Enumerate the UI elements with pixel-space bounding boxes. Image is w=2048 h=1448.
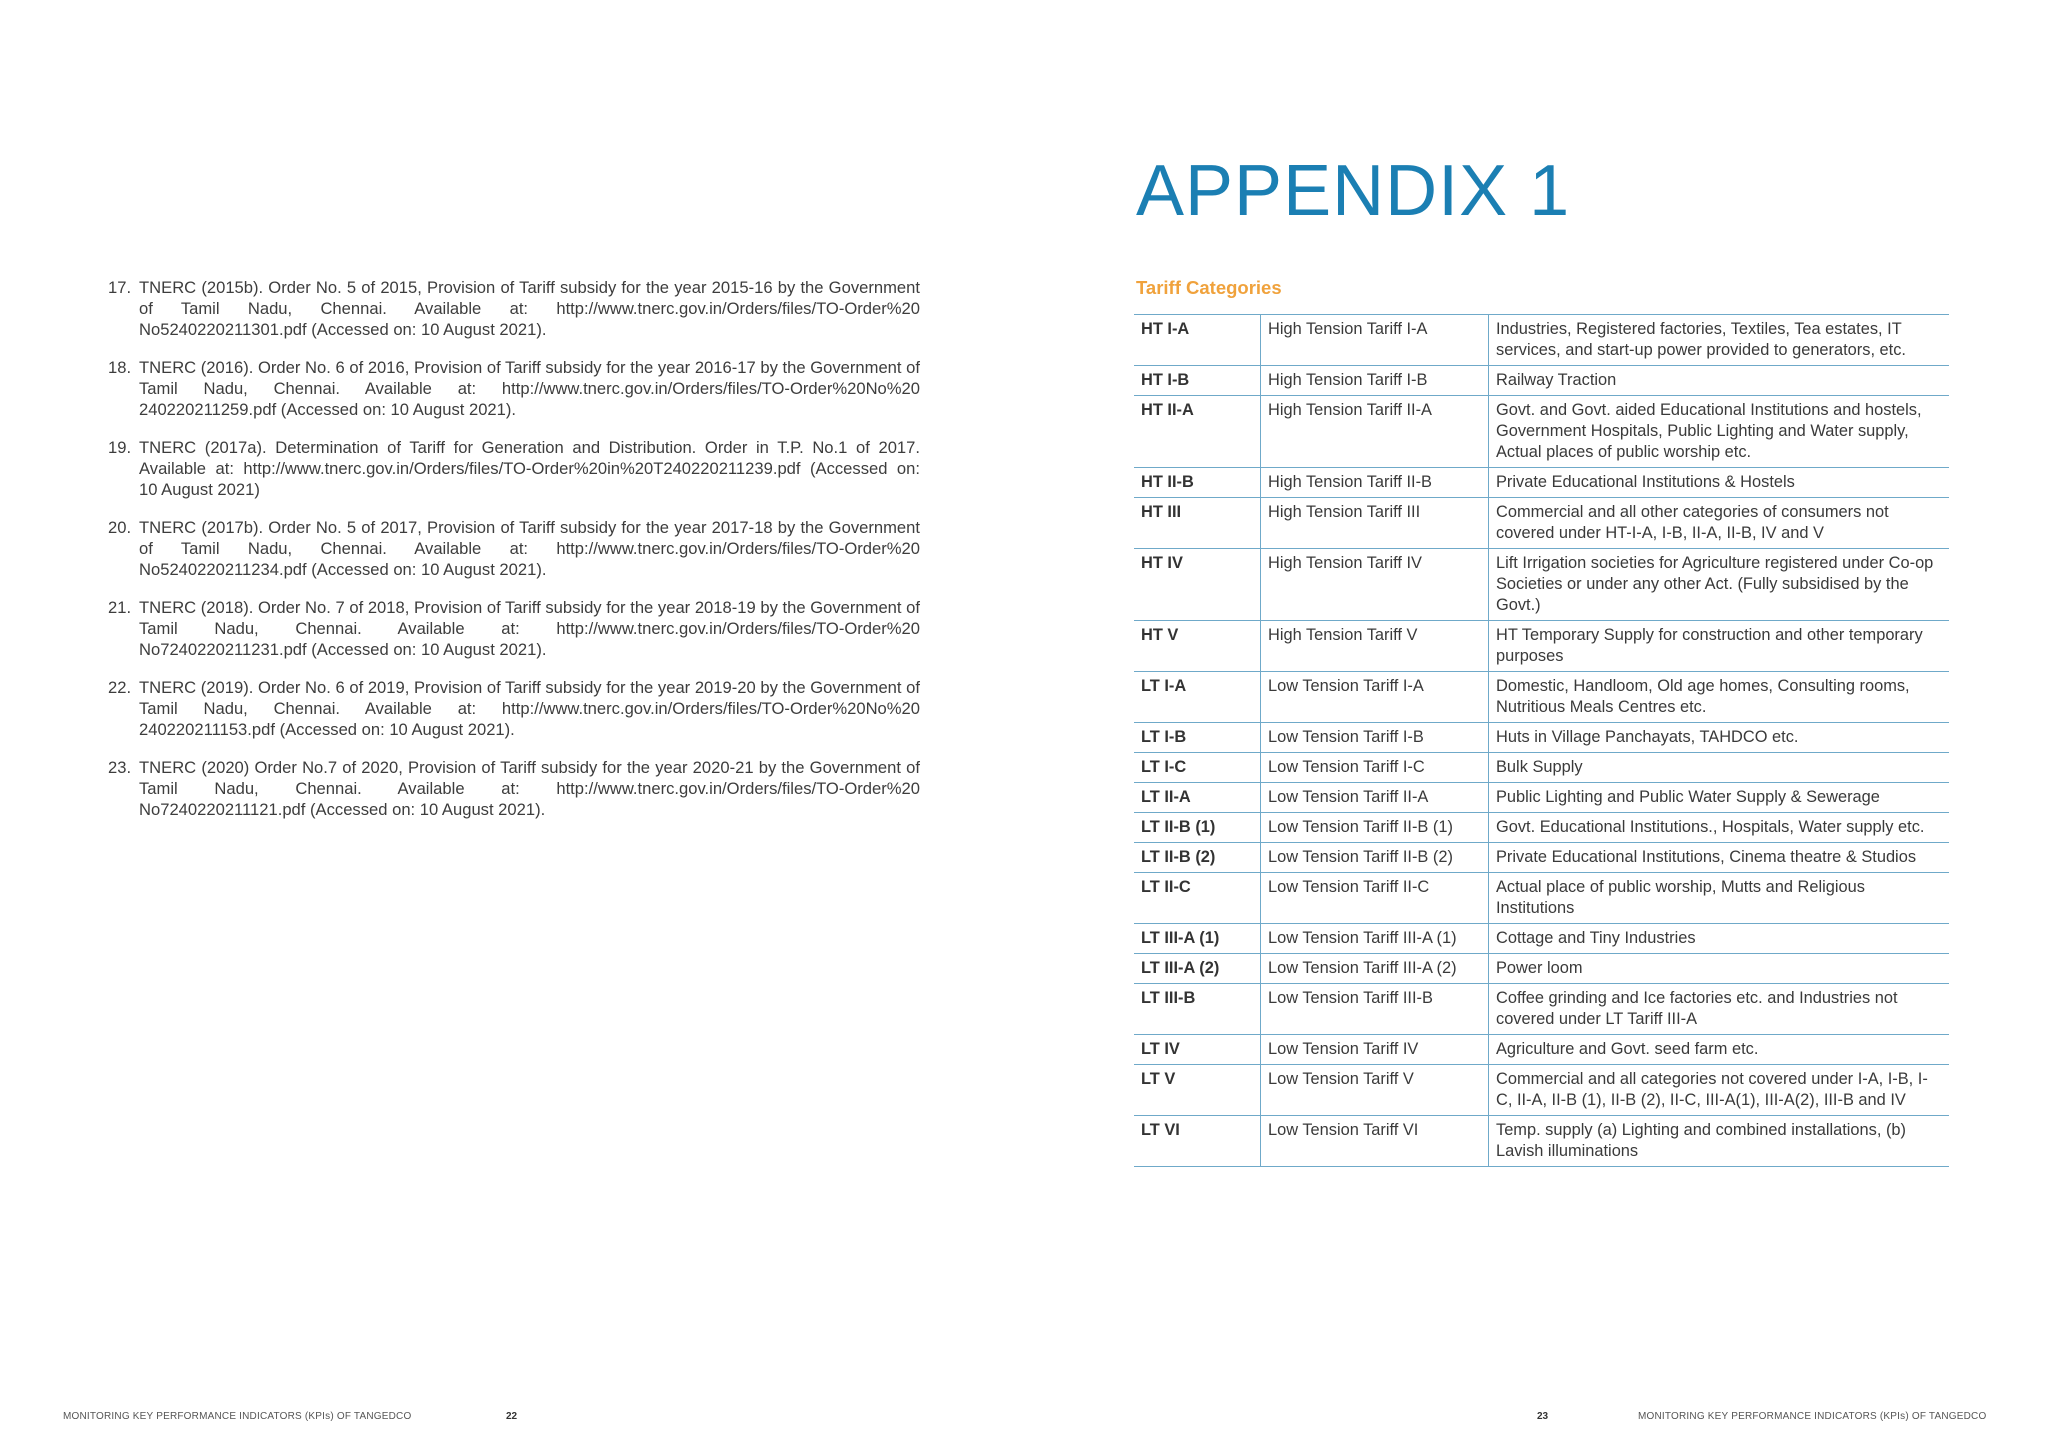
reference-number: 18. [108, 358, 132, 377]
tariff-description-cell: Private Educational Institutions, Cinema theatre & Studios [1489, 843, 1950, 873]
tariff-description-cell: Temp. supply (a) Lighting and combined installations, (b) Lavish illuminations [1489, 1116, 1950, 1167]
reference-number: 21. [108, 598, 132, 617]
tariff-name-cell: Low Tension Tariff II-A [1261, 783, 1489, 813]
page-number: 23 [1537, 1411, 1549, 1422]
reference-text: TNERC (2019). Order No. 6 of 2019, Provision of Tariff subsidy for the year 2019-20 by the Government of Tamil Nadu, Chennai. Available at: http://www.tnerc.gov.in/Orders/files/TO-Order%20No%20 240220211153.pdf (Accessed on: 10 August 2021). [139, 678, 920, 739]
reference-item [108, 437, 920, 500]
table-row [1134, 783, 1949, 813]
tariff-name-cell: Low Tension Tariff II-C [1261, 873, 1489, 924]
reference-text: TNERC (2017b). Order No. 5 of 2017, Provision of Tariff subsidy for the year 2017-18 by the Government of Tamil Nadu, Chennai. Available at: http://www.tnerc.gov.in/Orders/files/TO-Order%20 No5240220211234.pdf (Accessed on: 10 August 2021). [139, 518, 920, 579]
table-row [1134, 1065, 1949, 1116]
tariff-name-cell: Low Tension Tariff II-B (1) [1261, 813, 1489, 843]
tariff-code-cell: HT II-A [1134, 396, 1261, 468]
right-page [1024, 0, 2048, 1448]
tariff-table-body [1134, 315, 1949, 1167]
tariff-code-cell: HT V [1134, 621, 1261, 672]
page-number: 22 [506, 1411, 518, 1422]
footer-title: MONITORING KEY PERFORMANCE INDICATORS (KPIs) OF TANGEDCO [63, 1411, 412, 1422]
reference-text: TNERC (2020) Order No.7 of 2020, Provision of Tariff subsidy for the year 2020-21 by the Government of Tamil Nadu, Chennai. Available at: http://www.tnerc.gov.in/Orders/files/TO-Order%20 No7240220211121.pdf (Accessed on: 10 August 2021). [139, 758, 920, 819]
tariff-code-cell: LT V [1134, 1065, 1261, 1116]
tariff-code-cell: HT II-B [1134, 468, 1261, 498]
table-row [1134, 621, 1949, 672]
tariff-name-cell: High Tension Tariff I-A [1261, 315, 1489, 366]
tariff-name-cell: High Tension Tariff II-A [1261, 396, 1489, 468]
reference-text: TNERC (2015b). Order No. 5 of 2015, Provision of Tariff subsidy for the year 2015-16 by the Government of Tamil Nadu, Chennai. Available at: http://www.tnerc.gov.in/Orders/files/TO-Order%20 No5240220211301.pdf (Accessed on: 10 August 2021). [139, 278, 920, 339]
tariff-name-cell: Low Tension Tariff I-B [1261, 723, 1489, 753]
tariff-code-cell: LT III-A (2) [1134, 954, 1261, 984]
tariff-code-cell: HT I-A [1134, 315, 1261, 366]
table-row [1134, 813, 1949, 843]
tariff-name-cell: High Tension Tariff IV [1261, 549, 1489, 621]
tariff-description-cell: Commercial and all other categories of consumers not covered under HT-I-A, I-B, II-A, II-B, IV and V [1489, 498, 1950, 549]
section-heading: Tariff Categories [1136, 277, 1282, 298]
table-row [1134, 396, 1949, 468]
tariff-table [1134, 314, 1949, 1167]
tariff-code-cell: LT II-B (1) [1134, 813, 1261, 843]
tariff-name-cell: Low Tension Tariff I-A [1261, 672, 1489, 723]
table-row [1134, 366, 1949, 396]
reference-item [108, 357, 920, 420]
tariff-description-cell: Actual place of public worship, Mutts and Religious Institutions [1489, 873, 1950, 924]
tariff-name-cell: High Tension Tariff III [1261, 498, 1489, 549]
table-row [1134, 924, 1949, 954]
tariff-code-cell: LT II-A [1134, 783, 1261, 813]
tariff-code-cell: LT II-B (2) [1134, 843, 1261, 873]
tariff-description-cell: Agriculture and Govt. seed farm etc. [1489, 1035, 1950, 1065]
tariff-code-cell: HT III [1134, 498, 1261, 549]
reference-item [108, 517, 920, 580]
reference-list [108, 277, 920, 837]
tariff-description-cell: Coffee grinding and Ice factories etc. and Industries not covered under LT Tariff III-A [1489, 984, 1950, 1035]
table-row [1134, 753, 1949, 783]
tariff-description-cell: Huts in Village Panchayats, TAHDCO etc. [1489, 723, 1950, 753]
tariff-description-cell: Govt. Educational Institutions., Hospitals, Water supply etc. [1489, 813, 1950, 843]
tariff-name-cell: Low Tension Tariff IV [1261, 1035, 1489, 1065]
tariff-description-cell: Public Lighting and Public Water Supply & Sewerage [1489, 783, 1950, 813]
tariff-description-cell: Lift Irrigation societies for Agriculture registered under Co-op Societies or under any other Act. (Fully subsidised by the Govt.) [1489, 549, 1950, 621]
reference-number: 20. [108, 518, 132, 537]
reference-item [108, 757, 920, 820]
reference-number: 22. [108, 678, 132, 697]
table-row [1134, 1116, 1949, 1167]
tariff-code-cell: LT I-C [1134, 753, 1261, 783]
tariff-code-cell: HT I-B [1134, 366, 1261, 396]
tariff-description-cell: HT Temporary Supply for construction and other temporary purposes [1489, 621, 1950, 672]
table-row [1134, 672, 1949, 723]
tariff-name-cell: Low Tension Tariff VI [1261, 1116, 1489, 1167]
tariff-code-cell: LT I-B [1134, 723, 1261, 753]
tariff-description-cell: Railway Traction [1489, 366, 1950, 396]
tariff-name-cell: High Tension Tariff V [1261, 621, 1489, 672]
tariff-code-cell: LT I-A [1134, 672, 1261, 723]
reference-text: TNERC (2016). Order No. 6 of 2016, Provision of Tariff subsidy for the year 2016-17 by the Government of Tamil Nadu, Chennai. Available at: http://www.tnerc.gov.in/Orders/files/TO-Order%20No%20 240220211259.pdf (Accessed on: 10 August 2021). [139, 358, 920, 419]
tariff-name-cell: High Tension Tariff II-B [1261, 468, 1489, 498]
tariff-description-cell: Power loom [1489, 954, 1950, 984]
table-row [1134, 549, 1949, 621]
tariff-code-cell: LT IV [1134, 1035, 1261, 1065]
tariff-name-cell: Low Tension Tariff III-A (2) [1261, 954, 1489, 984]
reference-number: 17. [108, 278, 132, 297]
tariff-code-cell: LT VI [1134, 1116, 1261, 1167]
table-row [1134, 1035, 1949, 1065]
table-row [1134, 873, 1949, 924]
tariff-code-cell: HT IV [1134, 549, 1261, 621]
tariff-name-cell: Low Tension Tariff III-A (1) [1261, 924, 1489, 954]
tariff-description-cell: Commercial and all categories not covered under I-A, I-B, I-C, II-A, II-B (1), II-B (2), II-C, III-A(1), III-A(2), III-B and IV [1489, 1065, 1950, 1116]
table-row [1134, 468, 1949, 498]
tariff-name-cell: Low Tension Tariff III-B [1261, 984, 1489, 1035]
tariff-description-cell: Private Educational Institutions & Hostels [1489, 468, 1950, 498]
tariff-name-cell: Low Tension Tariff I-C [1261, 753, 1489, 783]
tariff-name-cell: Low Tension Tariff V [1261, 1065, 1489, 1116]
tariff-name-cell: High Tension Tariff I-B [1261, 366, 1489, 396]
page-title: APPENDIX 1 [1136, 151, 1571, 231]
table-row [1134, 315, 1949, 366]
reference-text: TNERC (2018). Order No. 7 of 2018, Provision of Tariff subsidy for the year 2018-19 by the Government of Tamil Nadu, Chennai. Available at: http://www.tnerc.gov.in/Orders/files/TO-Order%20 No7240220211231.pdf (Accessed on: 10 August 2021). [139, 598, 920, 659]
tariff-description-cell: Cottage and Tiny Industries [1489, 924, 1950, 954]
tariff-description-cell: Domestic, Handloom, Old age homes, Consulting rooms, Nutritious Meals Centres etc. [1489, 672, 1950, 723]
tariff-description-cell: Govt. and Govt. aided Educational Institutions and hostels, Government Hospitals, Public Lighting and Water supply, Actual places of public worship etc. [1489, 396, 1950, 468]
tariff-code-cell: LT II-C [1134, 873, 1261, 924]
tariff-description-cell: Industries, Registered factories, Textiles, Tea estates, IT services, and start-up power provided to generators, etc. [1489, 315, 1950, 366]
footer-title: MONITORING KEY PERFORMANCE INDICATORS (KPIs) OF TANGEDCO [1638, 1411, 1987, 1422]
reference-item [108, 277, 920, 340]
table-row [1134, 984, 1949, 1035]
table-row [1134, 498, 1949, 549]
table-row [1134, 723, 1949, 753]
reference-text: TNERC (2017a). Determination of Tariff for Generation and Distribution. Order in T.P. No.1 of 2017. Available at: http://www.tnerc.gov.in/Orders/files/TO-Order%20in%20T240220211239.pdf (Accessed on: 10 August 2021) [139, 438, 920, 499]
tariff-code-cell: LT III-A (1) [1134, 924, 1261, 954]
reference-number: 19. [108, 438, 132, 457]
tariff-code-cell: LT III-B [1134, 984, 1261, 1035]
tariff-name-cell: Low Tension Tariff II-B (2) [1261, 843, 1489, 873]
tariff-description-cell: Bulk Supply [1489, 753, 1950, 783]
table-row [1134, 843, 1949, 873]
table-row [1134, 954, 1949, 984]
reference-number: 23. [108, 758, 132, 777]
reference-item [108, 677, 920, 740]
reference-item [108, 597, 920, 660]
